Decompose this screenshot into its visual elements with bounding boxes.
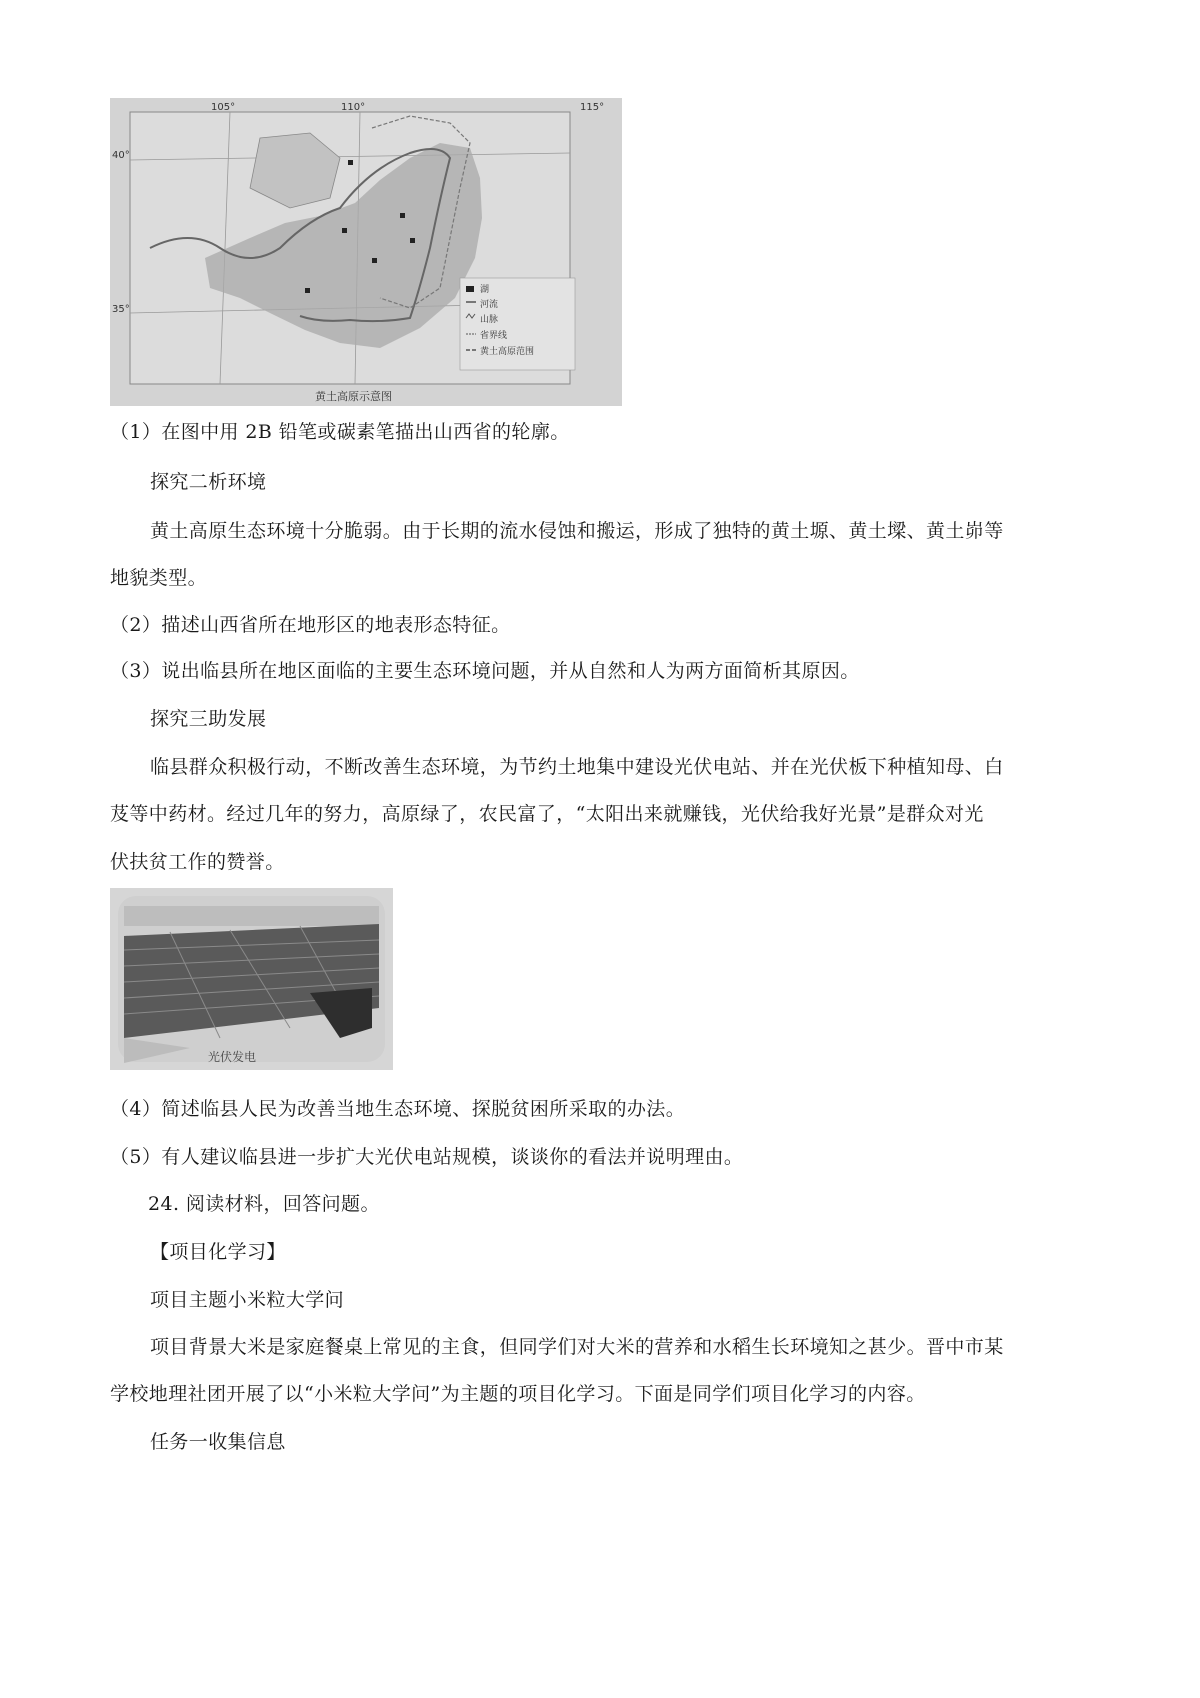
- section-3-title: 探究三助发展: [150, 708, 267, 730]
- map-graphic: [110, 98, 622, 406]
- loess-plateau-map: [110, 98, 622, 406]
- legend-item: 湖: [480, 285, 490, 295]
- photo-caption: 光伏发电: [208, 1050, 257, 1064]
- question-4: （4）简述临县人民为改善当地生态环境、探脱贫困所采取的办法。: [110, 1098, 686, 1120]
- legend-item: 河流: [480, 300, 499, 310]
- question-5: （5）有人建议临县进一步扩大光伏电站规模，谈谈你的看法并说明理由。: [110, 1146, 744, 1168]
- lat-label: 35°: [112, 304, 130, 315]
- section-2-paragraph: 地貌类型。: [110, 567, 208, 589]
- project-background: 学校地理社团开展了以“小米粒大学问”为主题的项目化学习。下面是同学们项目化学习的内容。: [110, 1383, 926, 1405]
- project-theme: 项目主题小米粒大学问: [150, 1289, 345, 1311]
- question-1: （1）在图中用 2B 铅笔或碳素笔描出山西省的轮廓。: [110, 421, 570, 443]
- solar-photo-graphic: [110, 888, 393, 1070]
- legend-item: 省界线: [480, 331, 508, 341]
- section-2-title: 探究二析环境: [150, 471, 267, 493]
- lon-label: 110°: [341, 102, 366, 113]
- question-3: （3）说出临县所在地区面临的主要生态环境问题，并从自然和人为两方面简析其原因。: [110, 660, 860, 682]
- task-1: 任务一收集信息: [150, 1431, 286, 1453]
- section-2-paragraph: 黄土高原生态环境十分脆弱。由于长期的流水侵蚀和搬运，形成了独特的黄土塬、黄土墚、黄土峁等: [150, 520, 1004, 542]
- section-3-paragraph: 芨等中药材。经过几年的努力，高原绿了，农民富了，“太阳出来就赚钱，光伏给我好光景”是群众对光: [110, 803, 984, 825]
- question-2: （2）描述山西省所在地形区的地表形态特征。: [110, 614, 511, 636]
- lat-label: 40°: [112, 150, 130, 161]
- legend-item: 黄土高原范围: [480, 347, 535, 357]
- project-label: 【项目化学习】: [150, 1241, 286, 1263]
- section-3-paragraph: 临县群众积极行动，不断改善生态环境，为节约土地集中建设光伏电站、并在光伏板下种植知母、白: [150, 756, 1004, 778]
- project-background: 项目背景大米是家庭餐桌上常见的主食，但同学们对大米的营养和水稻生长环境知之甚少。晋中市某: [150, 1336, 1004, 1358]
- lon-label: 115°: [580, 102, 605, 113]
- legend-item: 山脉: [480, 315, 499, 325]
- question-24: 24. 阅读材料，回答问题。: [148, 1193, 380, 1215]
- solar-power-photo: [110, 888, 393, 1070]
- lon-label: 105°: [211, 102, 236, 113]
- map-caption: 黄土高原示意图: [315, 390, 392, 403]
- section-3-paragraph: 伏扶贫工作的赞誉。: [110, 851, 285, 873]
